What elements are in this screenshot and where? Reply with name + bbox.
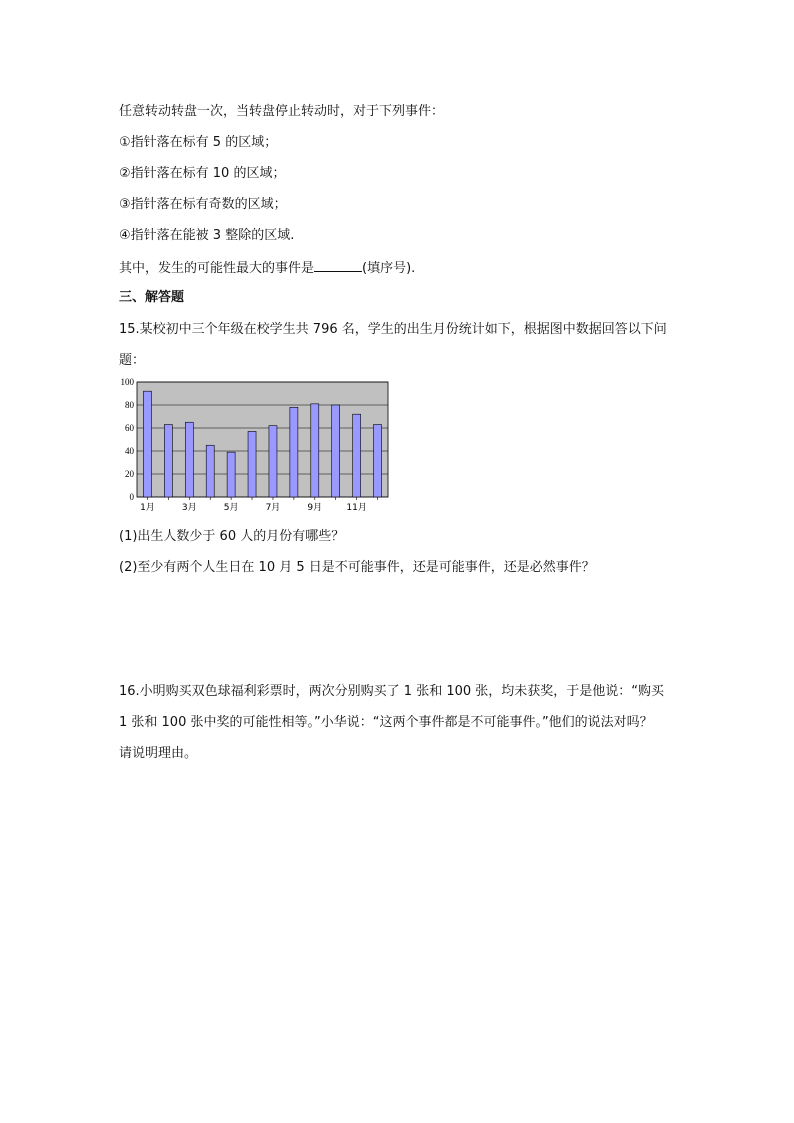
q16-line-2: 1 张和 100 张中奖的可能性相等。”小华说：“这两个事件都是不可能事件。”他们的说法对吗？	[119, 715, 653, 730]
bar-4月	[206, 445, 214, 497]
plot-area	[137, 382, 388, 497]
y-tick-label: 80	[125, 400, 134, 410]
q14-question-after: (填序号).	[362, 261, 416, 276]
q14-event-1: ①指针落在标有 5 的区域；	[119, 135, 278, 150]
q14-event-3: ③指针落在标有奇数的区域；	[119, 197, 287, 212]
bar-9月	[311, 404, 319, 497]
x-tick-label: 3月	[181, 503, 197, 513]
y-tick-label: 20	[125, 469, 134, 479]
q15-line-1: 15.某校初中三个年级在校学生共 796 名，学生的出生月份统计如下，根据图中数据回答以下问	[119, 322, 667, 337]
q14-intro: 任意转动转盘一次，当转盘停止转动时，对于下列事件：	[119, 104, 445, 119]
bar-2月	[164, 425, 172, 497]
x-tick-label: 5月	[223, 503, 239, 513]
bar-5月	[227, 452, 235, 497]
q14-question	[119, 258, 415, 278]
q15-sub-1: (1)出生人数少于 60 人的月份有哪些？	[119, 529, 345, 544]
bar-6月	[248, 431, 256, 497]
bar-10月	[332, 405, 340, 497]
bar-7月	[269, 426, 277, 497]
q16-line-3: 请说明理由。	[119, 746, 198, 761]
x-tick-label: 9月	[307, 503, 323, 513]
x-tick-label: 7月	[265, 503, 281, 513]
q15-sub-2: (2)至少有两个人生日在 10 月 5 日是不可能事件，还是可能事件，还是必然事件？	[119, 560, 595, 575]
y-tick-label: 60	[125, 423, 134, 433]
q14-question-before: 其中，发生的可能性最大的事件是	[119, 261, 315, 276]
y-tick-label: 100	[120, 378, 134, 387]
answer-blank[interactable]	[314, 258, 362, 272]
birth-month-bar-chart	[118, 378, 398, 520]
x-tick-label: 1月	[140, 503, 155, 513]
bar-8月	[290, 407, 298, 497]
y-tick-label: 0	[129, 492, 134, 502]
bar-1月	[143, 391, 151, 497]
bar-3月	[185, 422, 193, 497]
q16-line-1: 16.小明购买双色球福利彩票时，两次分别购买了 1 张和 100 张，均未获奖，于是他说：“购买	[119, 684, 665, 699]
q15-line-2: 题：	[119, 353, 146, 368]
y-tick-label: 40	[125, 446, 134, 456]
q14-event-4: ④指针落在能被 3 整除的区域.	[119, 228, 295, 243]
section-title: 三、解答题	[119, 290, 185, 305]
bar-12月	[374, 425, 382, 497]
x-tick-label: 11月	[346, 503, 367, 513]
q14-event-2: ②指针落在标有 10 的区域；	[119, 166, 286, 181]
bar-11月	[353, 414, 361, 497]
